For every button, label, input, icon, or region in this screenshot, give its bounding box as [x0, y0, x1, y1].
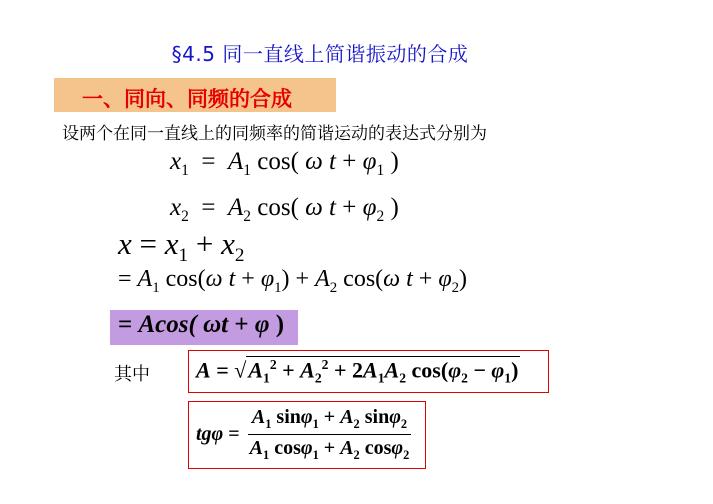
- slide-title: §4.5 同一直线上简谐振动的合成: [171, 42, 469, 66]
- where-label: 其中: [114, 364, 150, 385]
- equation-x2: $x_2 = A_2$ cos( ω $t + \varphi_2$ ): [170, 194, 399, 225]
- equation-sum: $x = x_1 + x_2$: [118, 226, 245, 267]
- equation-amplitude: $A = √A_1^2 + A_2^2 + 2A_1A_2$ $\cos(\varphi_2 - \varphi_1)$: [196, 357, 519, 386]
- intro-text: 设两个在同一直线上的同频率的简谐运动的表达式分别为: [62, 124, 487, 144]
- equation-x1: $x_1 = A_1$ cos( ω $t + \varphi_1$ ): [170, 148, 399, 179]
- section-heading: 一、同向、同频的合成: [82, 87, 292, 111]
- equation-phase: tgφ = $\frac{A_1 \sin\varphi_1 + A_2 \sin\varphi_2}{A_1 \cos\varphi_1 + A_2 \cos\varphi_2}$: [196, 406, 410, 462]
- equation-result: = Acos( ωt + φ ): [118, 311, 285, 338]
- equation-expanded: = $A_1$ cos(ω $t + \varphi_1) + A_2$ cos(ω $t + \varphi_2$): [118, 266, 468, 296]
